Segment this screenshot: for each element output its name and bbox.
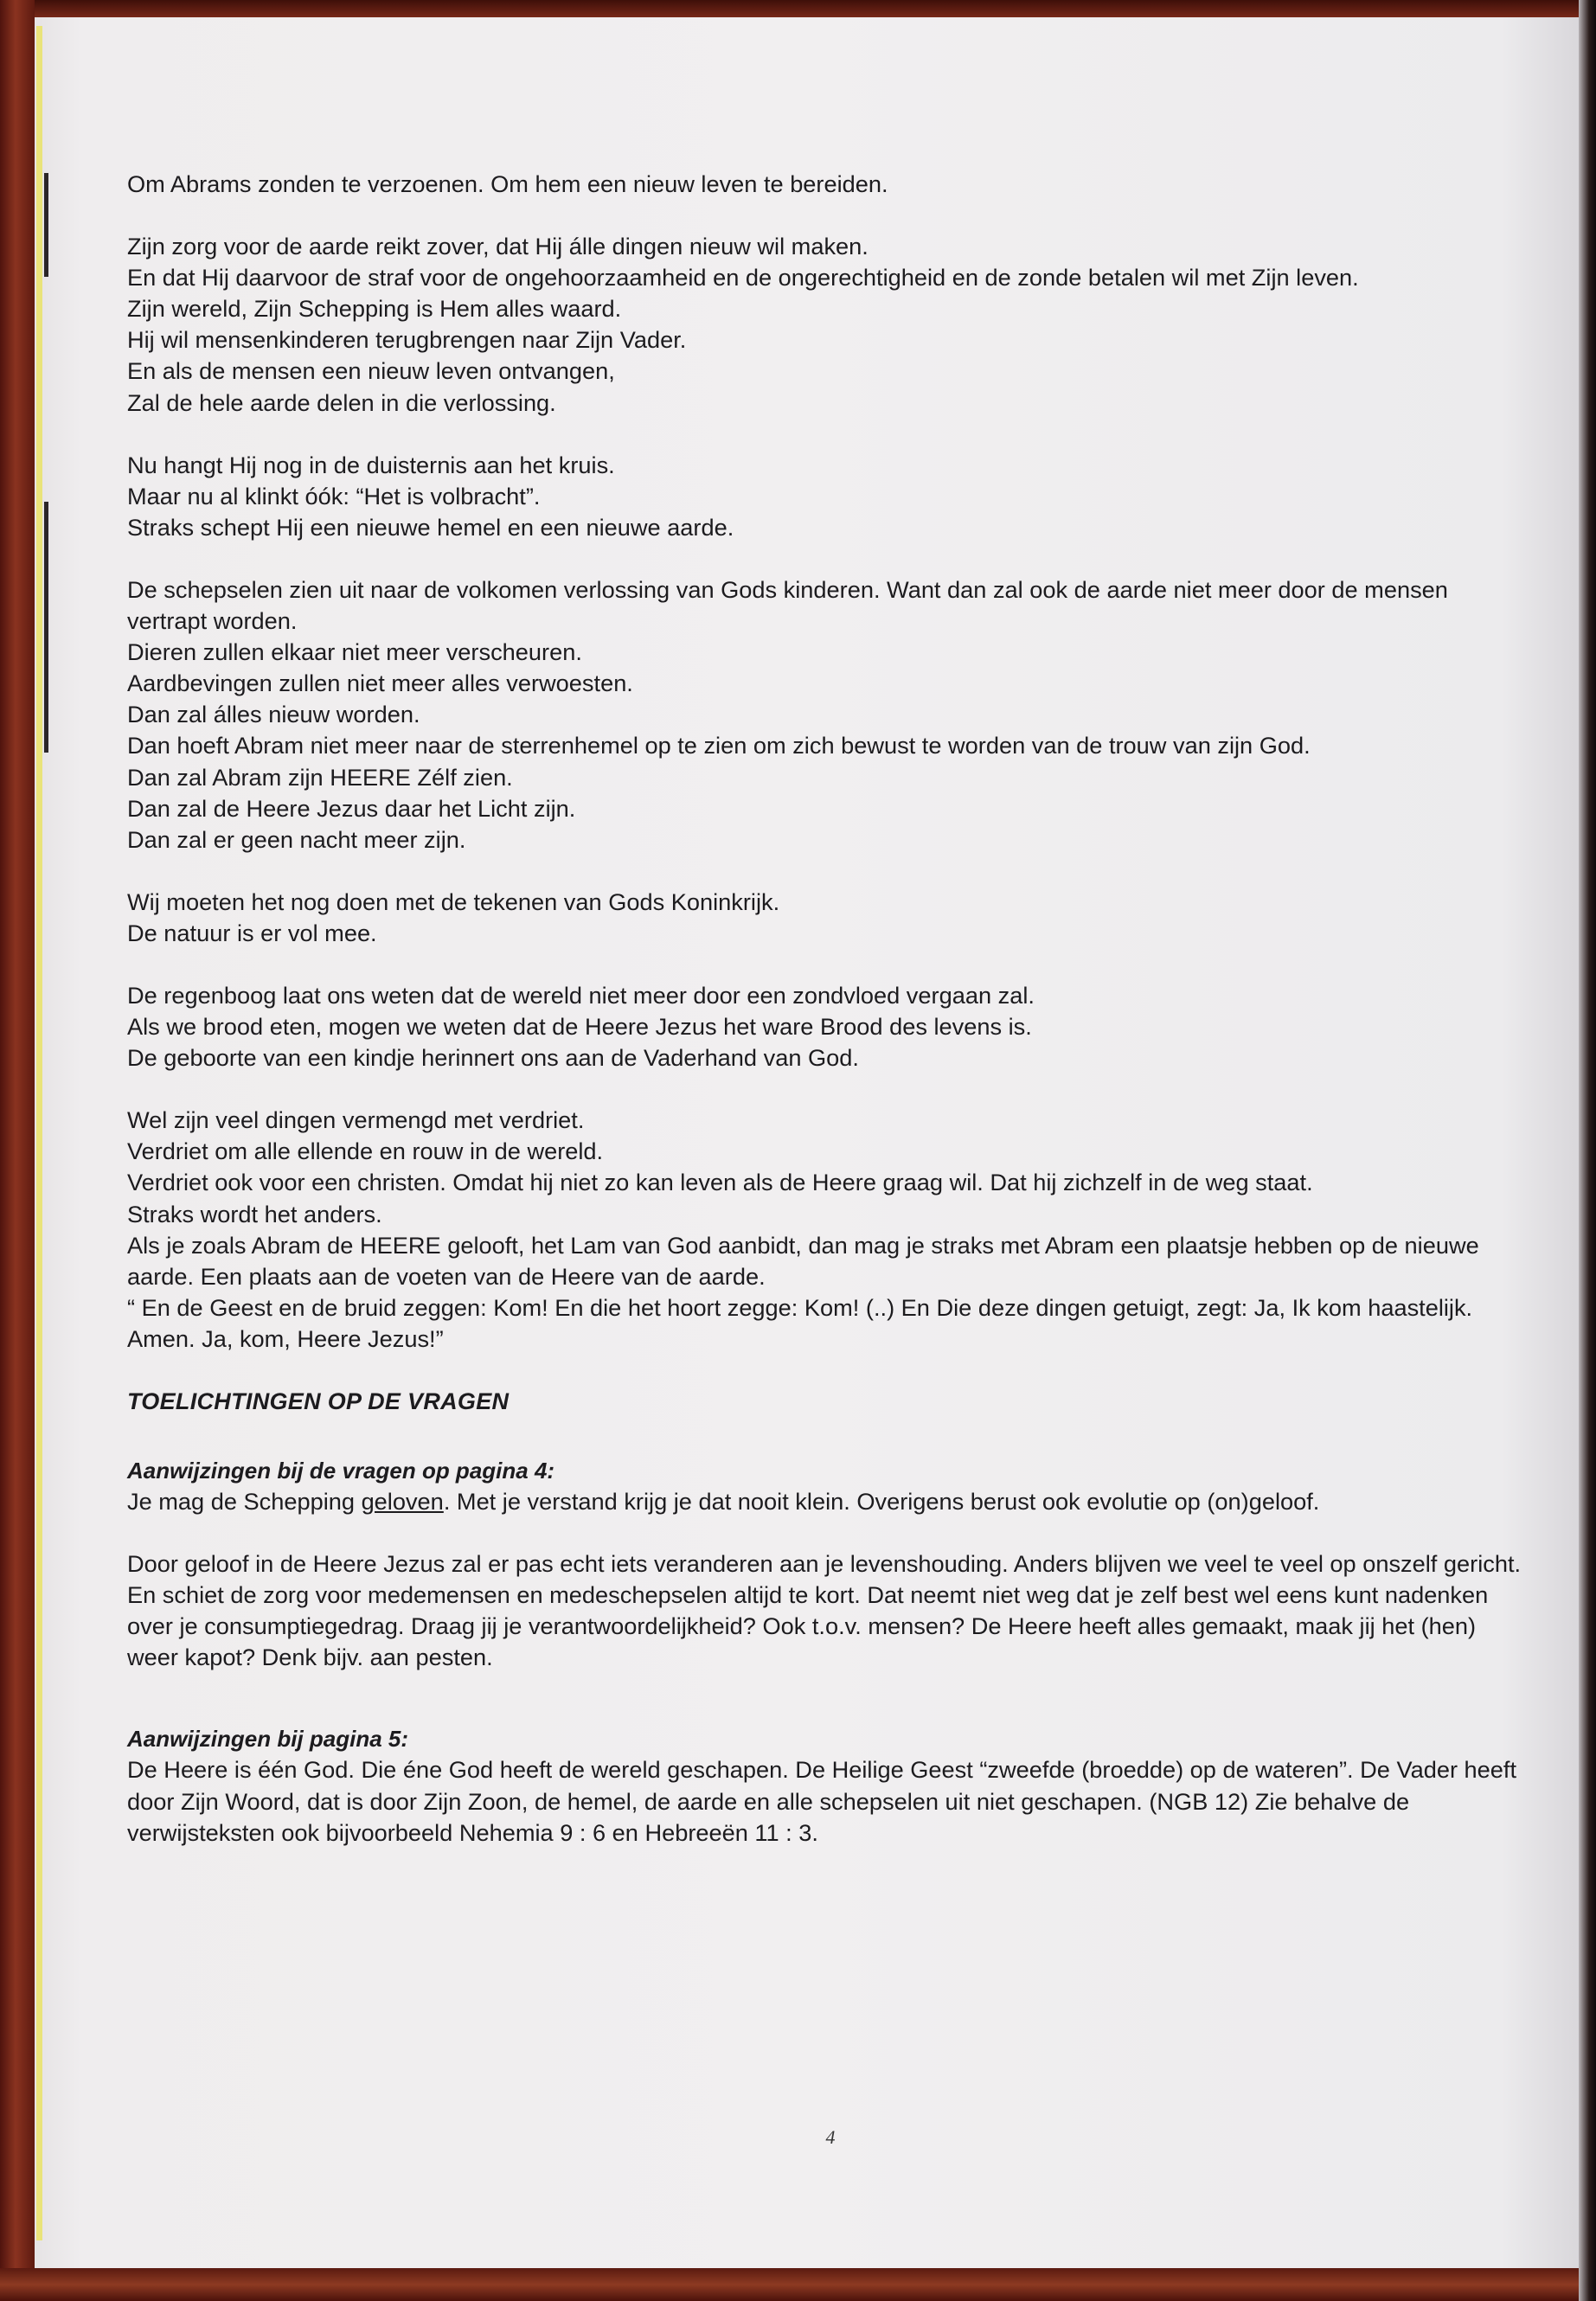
paragraph — [127, 450, 1524, 543]
text-line: En als de mensen een nieuw leven ontvangen, — [127, 357, 615, 385]
paragraph — [127, 169, 1524, 200]
text-line: Dan zal de Heere Jezus daar het Licht zijn. — [127, 794, 576, 822]
paragraph — [127, 231, 1524, 419]
subsection-heading: Aanwijzingen bij pagina 5: — [127, 1726, 409, 1753]
text-line: Straks wordt het anders. — [127, 1200, 382, 1227]
text-line: Wij moeten het nog doen met de tekenen van Gods Koninkrijk. — [127, 888, 780, 915]
binder-top-edge — [0, 0, 1596, 19]
text-line: Dan hoeft Abram niet meer naar de sterrenhemel op te zien om zich bewust te worden van de trouw van zijn God. — [127, 732, 1311, 760]
text-line: Als we brood eten, mogen we weten dat de Heere Jezus het ware Brood des levens is. — [127, 1013, 1032, 1041]
text-line: Zijn zorg voor de aarde reikt zover, dat Hij álle dingen nieuw wil maken. — [127, 233, 869, 260]
text-line: Aardbevingen zullen niet meer alles verwoesten. — [127, 670, 633, 697]
text-line: Wel zijn veel dingen vermengd met verdriet. — [127, 1106, 585, 1134]
dark-margin-mark — [44, 502, 48, 753]
text-line: Nu hangt Hij nog in de duisternis aan het kruis. — [127, 451, 615, 478]
text-line: Dieren zullen elkaar niet meer verscheuren. — [127, 638, 582, 666]
text-line: Verdriet ook voor een christen. Omdat hij niet zo kan leven als de Heere graag wil. Dat hij zichzelf in de weg staat. — [127, 1169, 1313, 1196]
text-line: “ En de Geest en de bruid zeggen: Kom! En die het hoort zegge: Kom! (..) En Die deze dingen getuigt, zegt: Ja, Ik kom haastelijk. Amen. Ja, kom, Heere Jezus!” — [127, 1293, 1473, 1352]
text-line: De natuur is er vol mee. — [127, 919, 377, 946]
paragraph — [127, 980, 1524, 1074]
page-number: 4 — [825, 2126, 836, 2148]
subsection-heading: Aanwijzingen bij de vragen op pagina 4: — [127, 1458, 555, 1484]
text-line: Hij wil mensenkinderen terugbrengen naar Zijn Vader. — [127, 326, 687, 354]
text-line: Dan zal er geen nacht meer zijn. — [127, 825, 466, 853]
text-line: Door geloof in de Heere Jezus zal er pas echt iets veranderen aan je levenshouding. Anders blijven we veel te veel op onszelf gericht. En schiet de zorg voor medemensen en medeschepselen altijd te kort. Dat neemt niet weg dat je zelf best wel eens kunt nadenken over je consumptiegedrag. Draag jij je verantwoordelijkheid? Ook t.o.v. mensen? De Heere heeft alles gemaakt, maak jij het (hen) weer kapot? Denk bijv. aan pesten. — [127, 1550, 1522, 1671]
paragraph — [127, 1486, 1524, 1517]
binder-left-edge — [0, 0, 35, 2301]
text-line — [127, 1486, 1524, 1517]
text-line: Als je zoals Abram de HEERE gelooft, het Lam van God aanbidt, dan mag je straks met Abram een plaatsje hebben op de nieuwe aarde. Een plaats aan de voeten van de Heere van de aarde. — [127, 1231, 1479, 1290]
page-content — [127, 169, 1524, 1880]
paragraph — [127, 1548, 1524, 1673]
text-line: Zijn wereld, Zijn Schepping is Hem alles waard. — [127, 295, 622, 323]
yellow-margin-strip — [36, 26, 42, 2240]
binder-bottom-edge — [0, 2268, 1596, 2301]
paragraph — [127, 1105, 1524, 1355]
paragraph — [127, 574, 1524, 856]
text-line: De geboorte van een kindje herinnert ons aan de Vaderhand van God. — [127, 1044, 859, 1072]
paragraph — [127, 887, 1524, 949]
dark-margin-mark — [44, 173, 48, 277]
text-line: De Heere is één God. Die éne God heeft de wereld geschapen. De Heilige Geest “zweefde (broedde) op de wateren”. De Vader heeft door Zijn Woord, dat is door Zijn Zoon, de hemel, de aarde en alle schepselen uit niet geschapen. (NGB 12) Zie behalve de verwijsteksten ook bijvoorbeeld Nehemia 9 : 6 en Hebreeën 11 : 3. — [127, 1756, 1517, 1846]
page-right-edge — [1579, 0, 1596, 2301]
text-line: De regenboog laat ons weten dat de wereld niet meer door een zondvloed vergaan zal. — [127, 981, 1035, 1009]
text-line: En dat Hij daarvoor de straf voor de ongehoorzaamheid en de ongerechtigheid en de zonde betalen wil met Zijn leven. — [127, 264, 1359, 292]
text-line: Verdriet om alle ellende en rouw in de wereld. — [127, 1138, 604, 1165]
text-span: Je mag de Schepping — [127, 1488, 362, 1515]
text-span: . Met je verstand krijg je dat nooit klein. Overigens berust ook evolutie op (on)geloof. — [443, 1488, 1320, 1515]
text-line: Dan zal Abram zijn HEERE Zélf zien. — [127, 763, 513, 791]
text-line: De schepselen zien uit naar de volkomen verlossing van Gods kinderen. Want dan zal ook de aarde niet meer door de mensen vertrapt worden. — [127, 575, 1448, 635]
text-line: Dan zal álles nieuw worden. — [127, 701, 420, 728]
text-line: Maar nu al klinkt óók: “Het is volbracht”. — [127, 482, 541, 510]
section-title: TOELICHTINGEN OP DE VRAGEN — [127, 1388, 510, 1414]
text-line: Straks schept Hij een nieuwe hemel en een nieuwe aarde. — [127, 513, 734, 541]
underlined-word: geloven — [361, 1488, 444, 1515]
paragraph — [127, 1754, 1524, 1848]
text-line: Zal de hele aarde delen in die verlossing. — [127, 388, 556, 416]
text-line: Om Abrams zonden te verzoenen. Om hem een nieuw leven te bereiden. — [127, 170, 888, 197]
